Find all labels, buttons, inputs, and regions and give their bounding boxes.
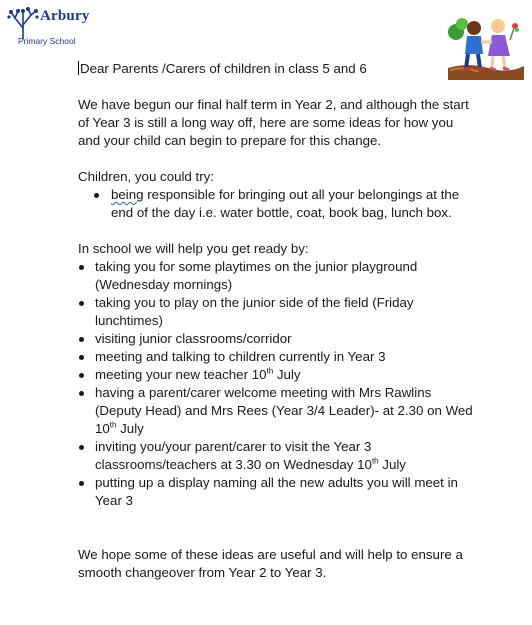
list-item-text: taking you for some playtimes on the junior playground (Wednesday mornings) (95, 259, 418, 292)
intro-paragraph: We have begun our final half term in Year 2, and although the start of Year 3 is still a long way off, here are some ideas for how you and your child can begin to prepare for this change. (78, 97, 469, 148)
ordinal-suffix: th (371, 456, 379, 466)
spellcheck-word[interactable]: being (111, 187, 144, 202)
bullet-icon (79, 391, 84, 396)
list-item-text: July (273, 367, 301, 382)
letter-body (78, 60, 478, 582)
list-item-text: July (116, 421, 144, 436)
list-item-text: July (378, 457, 406, 472)
ordinal-suffix: th (266, 366, 274, 376)
children-list (78, 186, 478, 222)
list-item-text: inviting you/your parent/carer to visit the Year 3 classrooms/teachers at 3.30 on Wednesday 10 (95, 439, 372, 472)
list-item (78, 186, 478, 222)
list-item-text: visiting junior classrooms/corridor (95, 331, 292, 346)
children-heading: Children, you could try: (78, 169, 214, 184)
school-heading: In school we will help you get ready by: (78, 241, 309, 256)
school-name: Arbury (40, 8, 90, 24)
list-item-text: meeting your new teacher 10 (95, 367, 267, 382)
school-subtitle: Primary School (18, 36, 76, 46)
school-logo (6, 6, 96, 52)
list-item-text: responsible for bringing out all your belongings at the end of the day i.e. water bottle, coat, book bag, lunch box. (111, 187, 460, 220)
bullet-icon (94, 193, 99, 198)
ordinal-suffix: th (109, 420, 117, 430)
list-item-text: having a parent/carer welcome meeting with Mrs Rawlins (Deputy Head) and Mrs Rees (Year 3/4 Leader)- at 2.30 on Wed 10 (95, 385, 473, 436)
text-cursor (78, 61, 79, 75)
list-item (78, 348, 478, 366)
greeting-text: Dear Parents /Carers of children in class 5 and 6 (80, 61, 367, 76)
closing-paragraph: We hope some of these ideas are useful and will help to ensure a smooth changeover from Year 2 to Year 3. (78, 547, 463, 580)
list-item (78, 330, 478, 348)
school-list (78, 258, 478, 510)
bullet-icon (79, 445, 84, 450)
list-item-text: taking you to play on the junior side of the field (Friday lunchtimes) (95, 295, 414, 328)
list-item (78, 474, 478, 510)
list-item (78, 294, 478, 330)
list-item-text: putting up a display naming all the new adults you will meet in Year 3 (95, 475, 458, 508)
bullet-icon (79, 265, 84, 270)
bullet-icon (79, 337, 84, 342)
bullet-icon (79, 373, 84, 378)
bullet-icon (79, 355, 84, 360)
list-item (78, 258, 478, 294)
list-item (78, 366, 478, 384)
bullet-icon (79, 301, 84, 306)
bullet-icon (79, 481, 84, 486)
greeting (78, 60, 478, 78)
list-item (78, 438, 478, 474)
tree-logo-icon (6, 6, 40, 40)
list-item (78, 384, 478, 438)
list-item-text: meeting and talking to children currently in Year 3 (95, 349, 386, 364)
